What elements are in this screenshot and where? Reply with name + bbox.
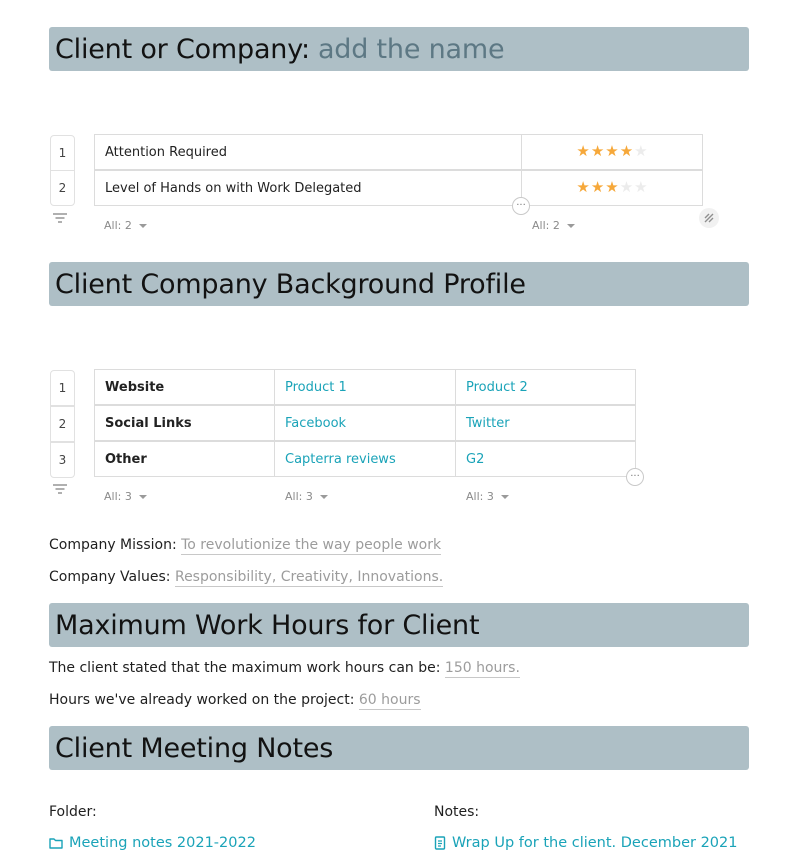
company-values-label: Company Values:	[49, 569, 171, 585]
row-number[interactable]: 2	[50, 170, 75, 206]
max-hours-label: The client stated that the maximum work hours can be:	[49, 660, 441, 676]
company-mission-label: Company Mission:	[49, 537, 177, 553]
column-summary-label: All: 3	[466, 490, 494, 503]
table-link-cell[interactable]: Product 1	[274, 369, 456, 405]
notes-label: Notes:	[434, 804, 480, 820]
star-icon[interactable]: ★	[619, 178, 634, 196]
folder-link[interactable]	[49, 835, 256, 851]
caret-down-icon	[567, 224, 575, 228]
table-cell[interactable]: Other	[94, 441, 275, 477]
star-icon[interactable]: ★	[590, 142, 605, 160]
row-number[interactable]: 1	[50, 370, 75, 406]
max-hours-field	[49, 660, 520, 676]
worked-hours-field	[49, 692, 421, 708]
company-mission-field	[49, 537, 441, 553]
folder-link-text[interactable]: Meeting notes 2021-2022	[69, 835, 256, 851]
folder-label: Folder:	[49, 804, 97, 820]
star-icon[interactable]: ★	[576, 142, 590, 160]
column-summary-label: All: 3	[285, 490, 313, 503]
worked-hours-label: Hours we've already worked on the project:	[49, 692, 355, 708]
max-hours-value[interactable]: 150 hours.	[444, 660, 520, 676]
more-icon[interactable]: ···	[512, 197, 530, 215]
notes-link-text[interactable]: Wrap Up for the client. December 2021	[452, 835, 738, 851]
star-icon[interactable]: ★	[634, 178, 648, 196]
background-profile-banner	[49, 262, 749, 306]
max-hours-banner	[49, 603, 749, 647]
column-summary[interactable]	[532, 219, 575, 232]
meeting-notes-banner	[49, 726, 749, 770]
table-link-cell[interactable]: Facebook	[274, 405, 456, 441]
star-icon[interactable]: ★	[605, 142, 619, 160]
filter-icon[interactable]	[53, 213, 67, 223]
star-icon[interactable]: ★	[576, 178, 590, 196]
row-number[interactable]: 2	[50, 406, 75, 442]
background-profile-title: Client Company Background Profile	[55, 268, 526, 300]
worked-hours-value[interactable]: 60 hours	[358, 692, 421, 708]
column-summary-label: All: 2	[532, 219, 560, 232]
star-rating[interactable]	[576, 144, 648, 160]
rating-cell[interactable]	[521, 134, 703, 170]
folder-icon	[49, 837, 63, 849]
rating-cell[interactable]	[521, 170, 703, 206]
row-number[interactable]: 3	[50, 442, 75, 478]
company-values-value[interactable]: Responsibility, Creativity, Innovations.	[174, 569, 444, 585]
column-summary[interactable]	[466, 490, 509, 503]
resize-icon[interactable]	[699, 208, 719, 228]
meeting-notes-title: Client Meeting Notes	[55, 732, 334, 764]
column-summary[interactable]	[104, 219, 147, 232]
table-link-cell[interactable]: Twitter	[455, 405, 636, 441]
table-cell[interactable]: Level of Hands on with Work Delegated	[94, 170, 522, 206]
star-rating[interactable]	[576, 180, 648, 196]
max-hours-title: Maximum Work Hours for Client	[55, 609, 480, 641]
table-cell[interactable]: Attention Required	[94, 134, 522, 170]
star-icon[interactable]: ★	[590, 178, 605, 196]
table-link-cell[interactable]: Product 2	[455, 369, 636, 405]
table-cell[interactable]: Website	[94, 369, 275, 405]
client-name-placeholder[interactable]: add the name	[317, 33, 505, 65]
caret-down-icon	[501, 495, 509, 499]
table-link-cell[interactable]: G2	[455, 441, 636, 477]
column-summary[interactable]	[285, 490, 328, 503]
column-summary-label: All: 3	[104, 490, 132, 503]
notes-link[interactable]	[434, 835, 737, 851]
row-number[interactable]: 1	[50, 135, 75, 171]
caret-down-icon	[139, 495, 147, 499]
star-icon[interactable]: ★	[605, 178, 619, 196]
caret-down-icon	[139, 224, 147, 228]
company-mission-value[interactable]: To revolutionize the way people work	[181, 537, 442, 553]
table-cell[interactable]: Social Links	[94, 405, 275, 441]
more-icon[interactable]: ···	[626, 468, 644, 486]
star-icon[interactable]: ★	[634, 142, 648, 160]
client-name-banner	[49, 27, 749, 71]
caret-down-icon	[320, 495, 328, 499]
star-icon[interactable]: ★	[619, 142, 634, 160]
column-summary[interactable]	[104, 490, 147, 503]
table-link-cell[interactable]: Capterra reviews	[274, 441, 456, 477]
company-values-field	[49, 569, 443, 585]
filter-icon[interactable]	[53, 484, 67, 494]
client-title: Client or Company:	[55, 33, 310, 65]
document-icon	[434, 836, 446, 850]
column-summary-label: All: 2	[104, 219, 132, 232]
